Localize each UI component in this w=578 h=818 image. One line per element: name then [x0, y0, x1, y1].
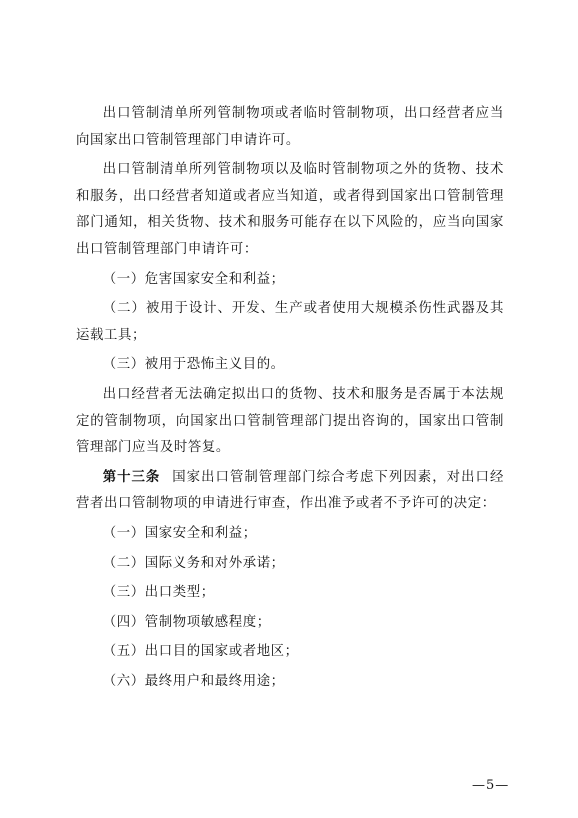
article-text: 国家出口管制管理部门综合考虑下列因素，对出口经营者出口管制物项的申请进行审查，作出准予或者不予许可的决定： [76, 469, 504, 512]
article-number: 第十三条 [102, 469, 161, 485]
factor-item-3: （三）出口类型； [102, 585, 215, 601]
article-13 [76, 465, 504, 518]
paragraph-export-license-unlisted: 出口管制清单所列管制物项以及临时管制物项之外的货物、技术和服务，出口经营者知道或者应当知道，或者得到国家出口管制管理部门通知，相关货物、技术和服务可能存在以下风险的，应当向国家出口管制管理部门申请许可： [76, 162, 504, 257]
factor-item-2: （二）国际义务和对外承诺； [102, 555, 285, 571]
document-body [76, 101, 504, 698]
risk-item-3: （三）被用于恐怖主义目的。 [102, 357, 285, 373]
factor-item-6: （六）最终用户和最终用途； [102, 673, 285, 689]
factor-item-1: （一）国家安全和利益； [102, 525, 257, 541]
risk-item-2: （二）被用于设计、开发、生产或者使用大规模杀伤性武器及其运载工具； [76, 301, 504, 343]
factor-item-5: （五）出口目的国家或者地区； [102, 644, 299, 660]
paragraph-export-license-listed: 出口管制清单所列管制物项或者临时管制物项，出口经营者应当向国家出口管制管理部门申请许可。 [76, 106, 504, 148]
risk-item-1: （一）危害国家安全和利益； [102, 271, 285, 287]
page-number: —5— [472, 778, 510, 793]
paragraph-consultation: 出口经营者无法确定拟出口的货物、技术和服务是否属于本法规定的管制物项，向国家出口管制管理部门提出咨询的，国家出口管制管理部门应当及时答复。 [76, 386, 504, 456]
factor-item-4: （四）管制物项敏感程度； [102, 614, 271, 630]
